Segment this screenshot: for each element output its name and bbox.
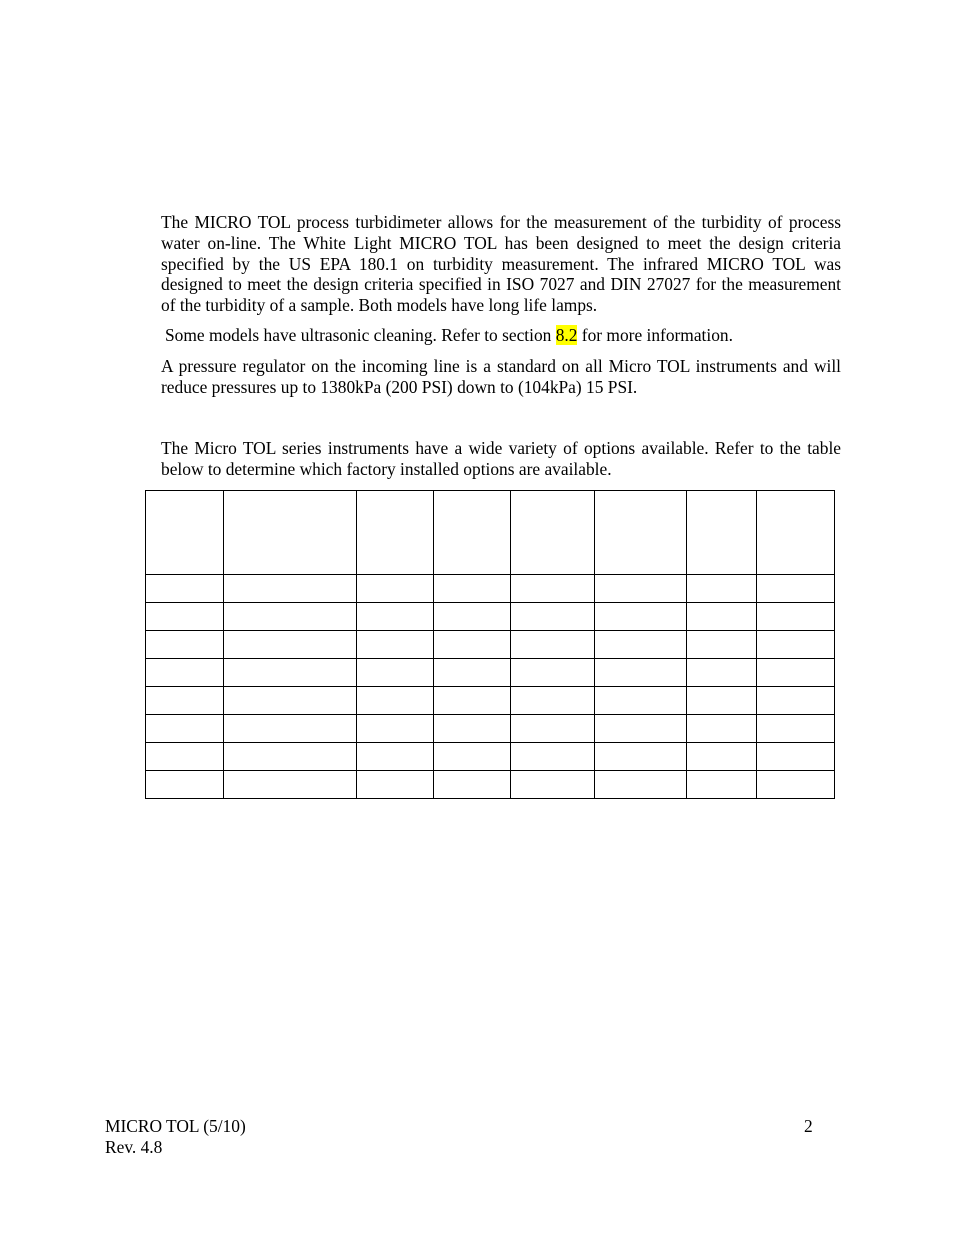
table-cell [511, 771, 595, 799]
table-cell [146, 659, 224, 687]
table-cell [357, 575, 434, 603]
table-cell [595, 771, 687, 799]
table-cell [434, 631, 511, 659]
options-table [145, 490, 835, 799]
table-cell [224, 631, 357, 659]
table-cell [595, 603, 687, 631]
table-row [146, 603, 835, 631]
table-cell [687, 687, 757, 715]
table-cell [757, 659, 835, 687]
table-cell [357, 603, 434, 631]
table-cell [434, 687, 511, 715]
table-cell [687, 743, 757, 771]
footer-document-title: MICRO TOL (5/10) [105, 1116, 246, 1136]
table-cell [757, 575, 835, 603]
table-cell [357, 715, 434, 743]
table-cell [595, 743, 687, 771]
table-header-cell [687, 491, 757, 575]
table-cell [434, 771, 511, 799]
table-cell [224, 771, 357, 799]
table-header-cell [146, 491, 224, 575]
section-reference-link[interactable]: 8.2 [555, 325, 578, 345]
table-cell [511, 687, 595, 715]
table-row [146, 771, 835, 799]
table-cell [687, 715, 757, 743]
table-cell [434, 575, 511, 603]
table-header-row [146, 491, 835, 575]
table-cell [595, 687, 687, 715]
page-number: 2 [804, 1116, 813, 1136]
table-cell [687, 631, 757, 659]
table-cell [146, 631, 224, 659]
table-cell [357, 631, 434, 659]
table-row [146, 575, 835, 603]
table-header-cell [224, 491, 357, 575]
table-cell [511, 603, 595, 631]
table-cell [595, 575, 687, 603]
table-row [146, 659, 835, 687]
table-row [146, 743, 835, 771]
table-cell [146, 771, 224, 799]
table-cell [757, 715, 835, 743]
table-cell [146, 687, 224, 715]
table-cell [224, 659, 357, 687]
footer-revision: Rev. 4.8 [105, 1137, 163, 1157]
table-row [146, 715, 835, 743]
table-cell [434, 659, 511, 687]
table-cell [511, 659, 595, 687]
table-cell [757, 603, 835, 631]
table-cell [146, 575, 224, 603]
table-cell [146, 603, 224, 631]
table-row [146, 631, 835, 659]
table-cell [687, 771, 757, 799]
table-cell [434, 603, 511, 631]
table-cell [595, 631, 687, 659]
table-cell [434, 743, 511, 771]
table-cell [357, 771, 434, 799]
options-intro-paragraph: The Micro TOL series instruments have a wide variety of options available. Refer to the table below to determine which factory installed options are available. [161, 438, 841, 479]
table-cell [511, 715, 595, 743]
table-cell [357, 687, 434, 715]
pressure-regulator-paragraph: A pressure regulator on the incoming line is a standard on all Micro TOL instruments and will reduce pressures up to 1380kPa (200 PSI) down to (104kPa) 15 PSI. [161, 356, 841, 397]
table-cell [357, 743, 434, 771]
table-cell [146, 743, 224, 771]
table-cell [357, 659, 434, 687]
table-cell [224, 575, 357, 603]
footer-document-info [105, 1116, 246, 1158]
table-header-cell [511, 491, 595, 575]
table-row [146, 687, 835, 715]
table-header-cell [757, 491, 835, 575]
table-cell [687, 659, 757, 687]
table-cell [511, 631, 595, 659]
table-header-cell [595, 491, 687, 575]
table-cell [687, 575, 757, 603]
table-cell [146, 715, 224, 743]
table-cell [595, 659, 687, 687]
table-cell [511, 743, 595, 771]
ultrasonic-paragraph [165, 325, 841, 346]
table-cell [757, 771, 835, 799]
table-cell [757, 687, 835, 715]
table-cell [757, 631, 835, 659]
table-cell [224, 603, 357, 631]
table-header-cell [357, 491, 434, 575]
table-cell [757, 743, 835, 771]
table-cell [434, 715, 511, 743]
intro-paragraph: The MICRO TOL process turbidimeter allows for the measurement of the turbidity of process water on-line. The White Light MICRO TOL has been designed to meet the design criteria specified by the US EPA 180.1 on turbidity measurement. The infrared MICRO TOL was designed to meet the design criteria specified in ISO 7027 and DIN 27027 for the measurement of the turbidity of a sample. Both models have long life lamps. [161, 212, 841, 316]
table-cell [595, 715, 687, 743]
table-header-cell [434, 491, 511, 575]
table-cell [224, 715, 357, 743]
ultrasonic-text: Some models have ultrasonic cleaning. Refer to section [165, 325, 556, 345]
table-cell [687, 603, 757, 631]
ultrasonic-text-end: for more information. [577, 325, 733, 345]
table-cell [511, 575, 595, 603]
table-cell [224, 687, 357, 715]
table-cell [224, 743, 357, 771]
